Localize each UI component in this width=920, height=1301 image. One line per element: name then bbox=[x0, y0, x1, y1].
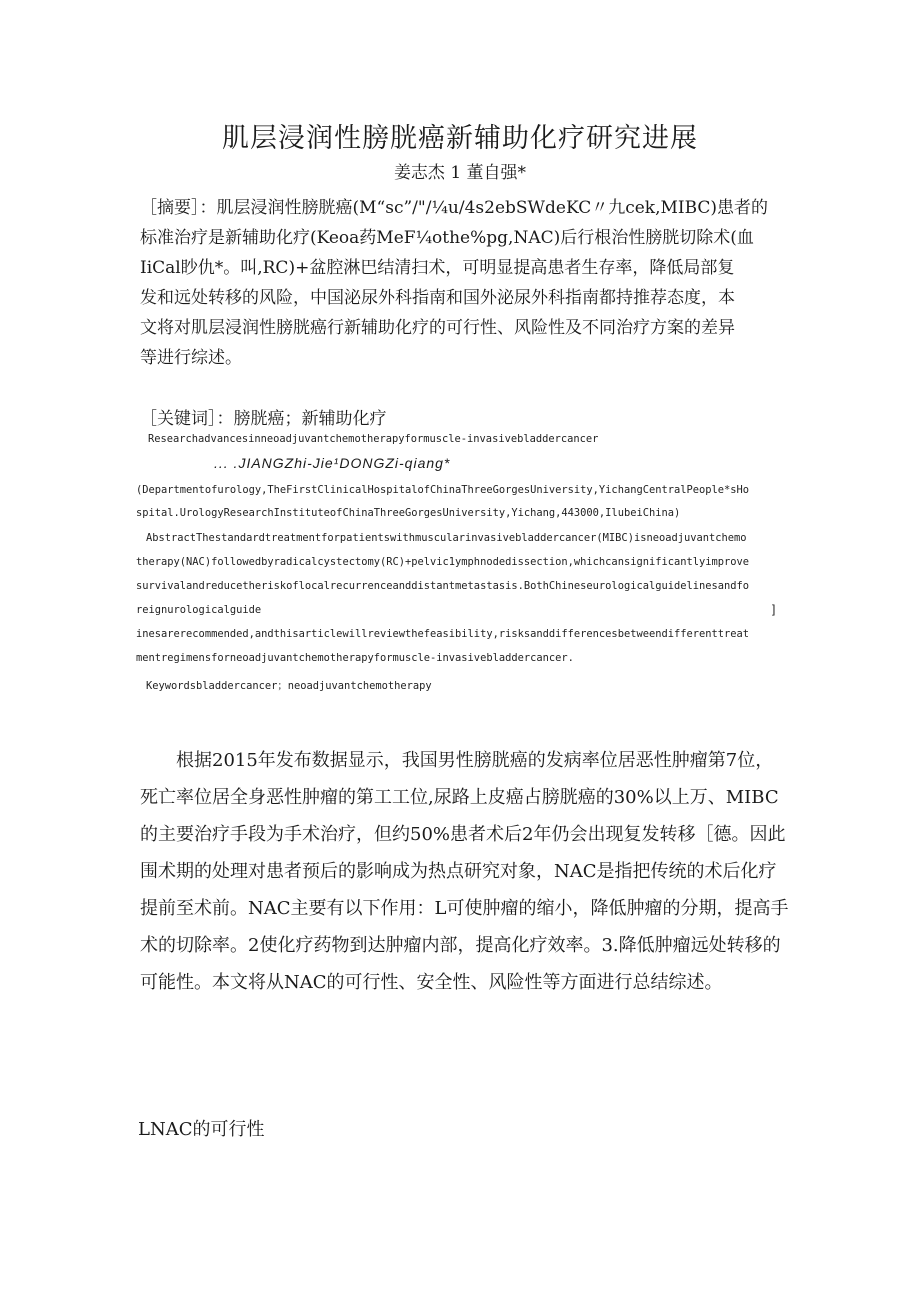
body-paragraph-text: 根据2015年发布数据显示，我国男性膀胱癌的发病率位居恶性肿瘤第7位，死亡率位居全身恶性肿瘤的第工工位,尿路上皮癌占膀胱癌的30%以上万、MIBC的主要治疗手段为手术治疗，但约50%患者术后2年仍会出现复发转移［德。因此围术期的处理对患者预后的影响成为热点研究对象，NAC是指把传统的术后化疗提前至术前。NAC主要有以下作用：L可使肿瘤的缩小，降低肿瘤的分期，提高手术的切除率。2使化疗药物到达肿瘤内部，提高化疗效率。3.降低肿瘤远处转移的可能性。本文将从NAC的可行性、安全性、风险性等方面进行总结综述。 bbox=[140, 750, 789, 993]
keywords-zh: ［关键词］：膀胱癌；新辅助化疗 bbox=[140, 409, 387, 429]
english-affiliation-line: spital.UrologyResearchInstituteofChinaThreeGorgesUniversity,Yichang,443000,IlubeiChina) bbox=[136, 507, 681, 519]
stray-bracket: ] bbox=[772, 602, 776, 616]
abstract-zh-line: 等进行综述。 bbox=[140, 348, 242, 368]
english-abstract-line: therapy(NAC)followedbyradicalcystectomy(RC)+pelvic1ymphnodedissection,whichcansignificantlyimprove bbox=[136, 556, 750, 568]
abstract-zh bbox=[140, 193, 790, 373]
english-abstract-line: mentregimensforneoadjuvantchemotherapyformuscle-invasivebladdercancer. bbox=[136, 652, 574, 664]
abstract-zh-line: 发和远处转移的风险，中国泌尿外科指南和国外泌尿外科指南都持推荐态度，本 bbox=[140, 288, 735, 308]
english-abstract-line: reignurologicalguide bbox=[136, 604, 262, 616]
english-abstract-line: survivalandreducetheriskoflocalrecurrenceanddistantmetastasis.BothChineseurologicalguidelinesandfo bbox=[136, 580, 750, 592]
english-authors: ... .JIANGZhi-Jie¹DONGZi-qiang* bbox=[214, 455, 451, 471]
english-abstract-line: AbstractThestandardtreatmentforpatientswithmuscularinvasivebladdercancer(MIBC)isneoadjuvantchemo bbox=[146, 532, 747, 544]
english-title: Researchadvancesinneoadjuvantchemotherapyformuscle-invasivebladdercancer bbox=[148, 433, 599, 445]
section-heading: LNAC的可行性 bbox=[138, 1119, 265, 1140]
authors: 姜志杰 1 董自强* bbox=[393, 163, 527, 183]
paper-title: 肌层浸润性膀胱癌新辅助化疗研究进展 bbox=[222, 123, 698, 154]
english-keywords: Keywordsbladdercancer；neoadjuvantchemotherapy bbox=[146, 680, 432, 692]
english-abstract-line: inesarerecommended,andthisarticlewillreviewthefeasibility,risksanddifferencesbetweendifferenttreat bbox=[136, 628, 750, 640]
body-paragraph bbox=[140, 742, 790, 1001]
abstract-zh-line: 文将对肌层浸润性膀胱癌行新辅助化疗的可行性、风险性及不同治疗方案的差异 bbox=[140, 318, 735, 338]
english-affiliation-line: (Departmentofurology,TheFirstClinicalHospitalofChinaThreeGorgesUniversity,YichangCentralPeople*sHo bbox=[136, 484, 750, 496]
abstract-zh-line: IiCal眇仇*。叫,RC)+盆腔淋巴结清扫术，可明显提高患者生存率，降低局部复 bbox=[140, 258, 735, 278]
abstract-zh-line: 标准治疗是新辅助化疗(Keoa药MeF¼othe%pg,NAC)后行根治性膀胱切除术(血 bbox=[140, 228, 754, 248]
abstract-zh-line: ［摘要］：肌层浸润性膀胱癌(M“sc”/"/¼u/4s2ebSWdeKC〃九cek,MIBC)患者的 bbox=[140, 198, 769, 218]
